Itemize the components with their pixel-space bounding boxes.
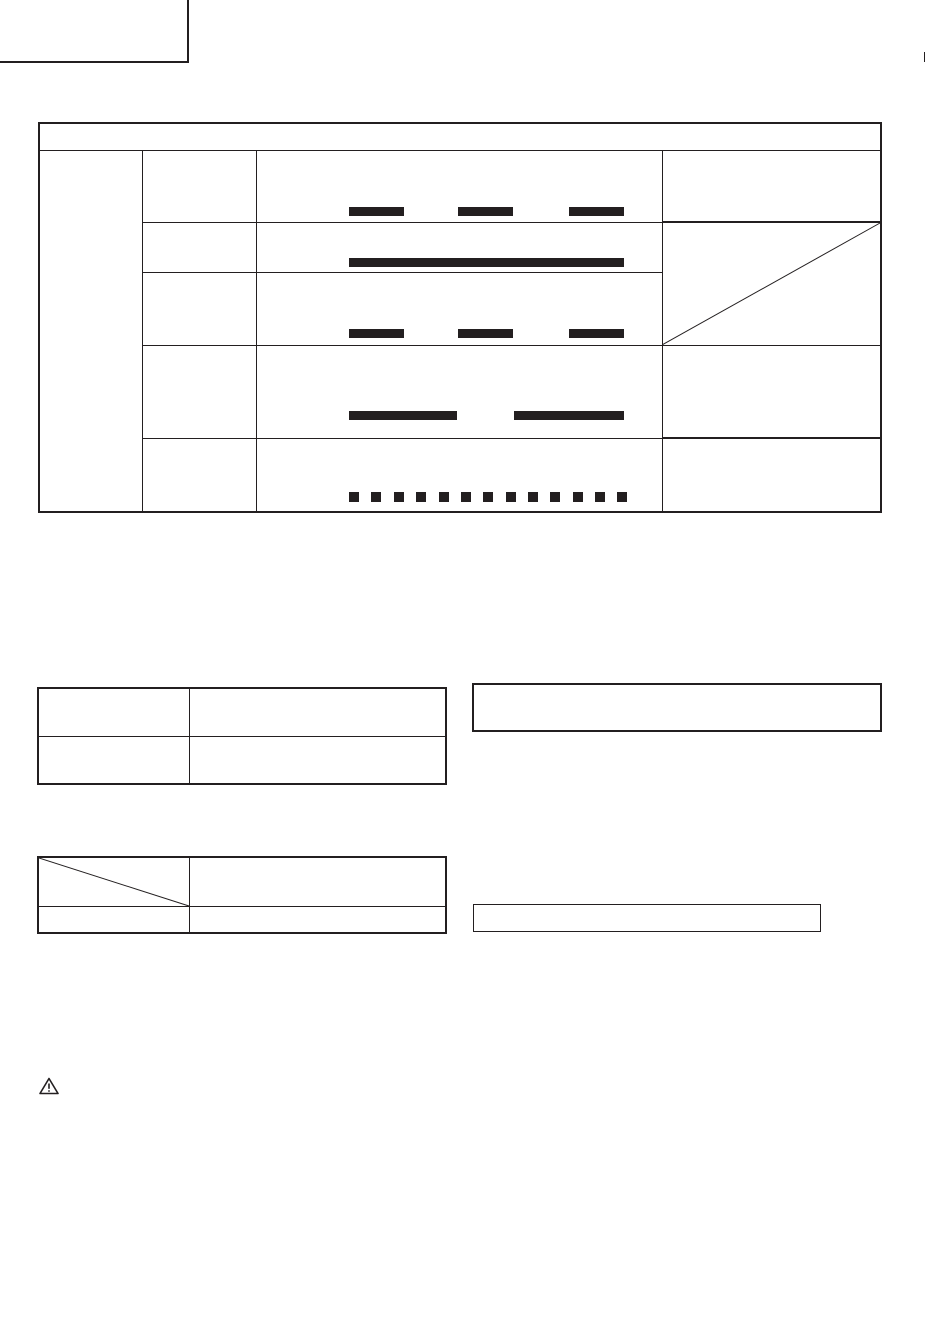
indicator-row-line-2 (142, 272, 663, 273)
note-field (473, 904, 821, 932)
indicator-table-header-line (40, 150, 880, 151)
indicator-dot (371, 492, 381, 502)
spec-table-b-diagonal (39, 858, 190, 907)
indicator-bar-continuous (349, 258, 624, 267)
warning-triangle-icon (39, 1077, 59, 1095)
indicator-row-line-1 (142, 222, 663, 223)
indicator-row-line-3 (142, 345, 663, 346)
indicator-bar (349, 411, 457, 420)
indicator-dot (528, 492, 538, 502)
indicator-dot (550, 492, 560, 502)
indicator-row-line-4 (142, 438, 663, 439)
crop-mark (924, 52, 925, 62)
indicator-bar (458, 329, 513, 338)
remark-row-line-3 (662, 437, 880, 439)
indicator-dot (439, 492, 449, 502)
remark-empty-diagonal (662, 222, 881, 346)
indicator-dot (573, 492, 583, 502)
indicator-bar (458, 207, 513, 216)
indicator-dot (617, 492, 627, 502)
indicator-bar (349, 207, 404, 216)
indicator-dot (394, 492, 404, 502)
indicator-dot (461, 492, 471, 502)
indicator-bar (514, 411, 624, 420)
note-box (472, 683, 882, 732)
indicator-bar (349, 329, 404, 338)
indicator-dot (595, 492, 605, 502)
indicator-dot (483, 492, 493, 502)
indicator-bar (569, 207, 624, 216)
indicator-dot (506, 492, 516, 502)
indicator-dot (349, 492, 359, 502)
indicator-col-line-2 (256, 151, 257, 511)
indicator-col-line-1 (142, 151, 143, 511)
spec-table-a-row-line (39, 736, 445, 737)
page-header-tab (0, 0, 189, 63)
indicator-dot (416, 492, 426, 502)
indicator-bar (569, 329, 624, 338)
